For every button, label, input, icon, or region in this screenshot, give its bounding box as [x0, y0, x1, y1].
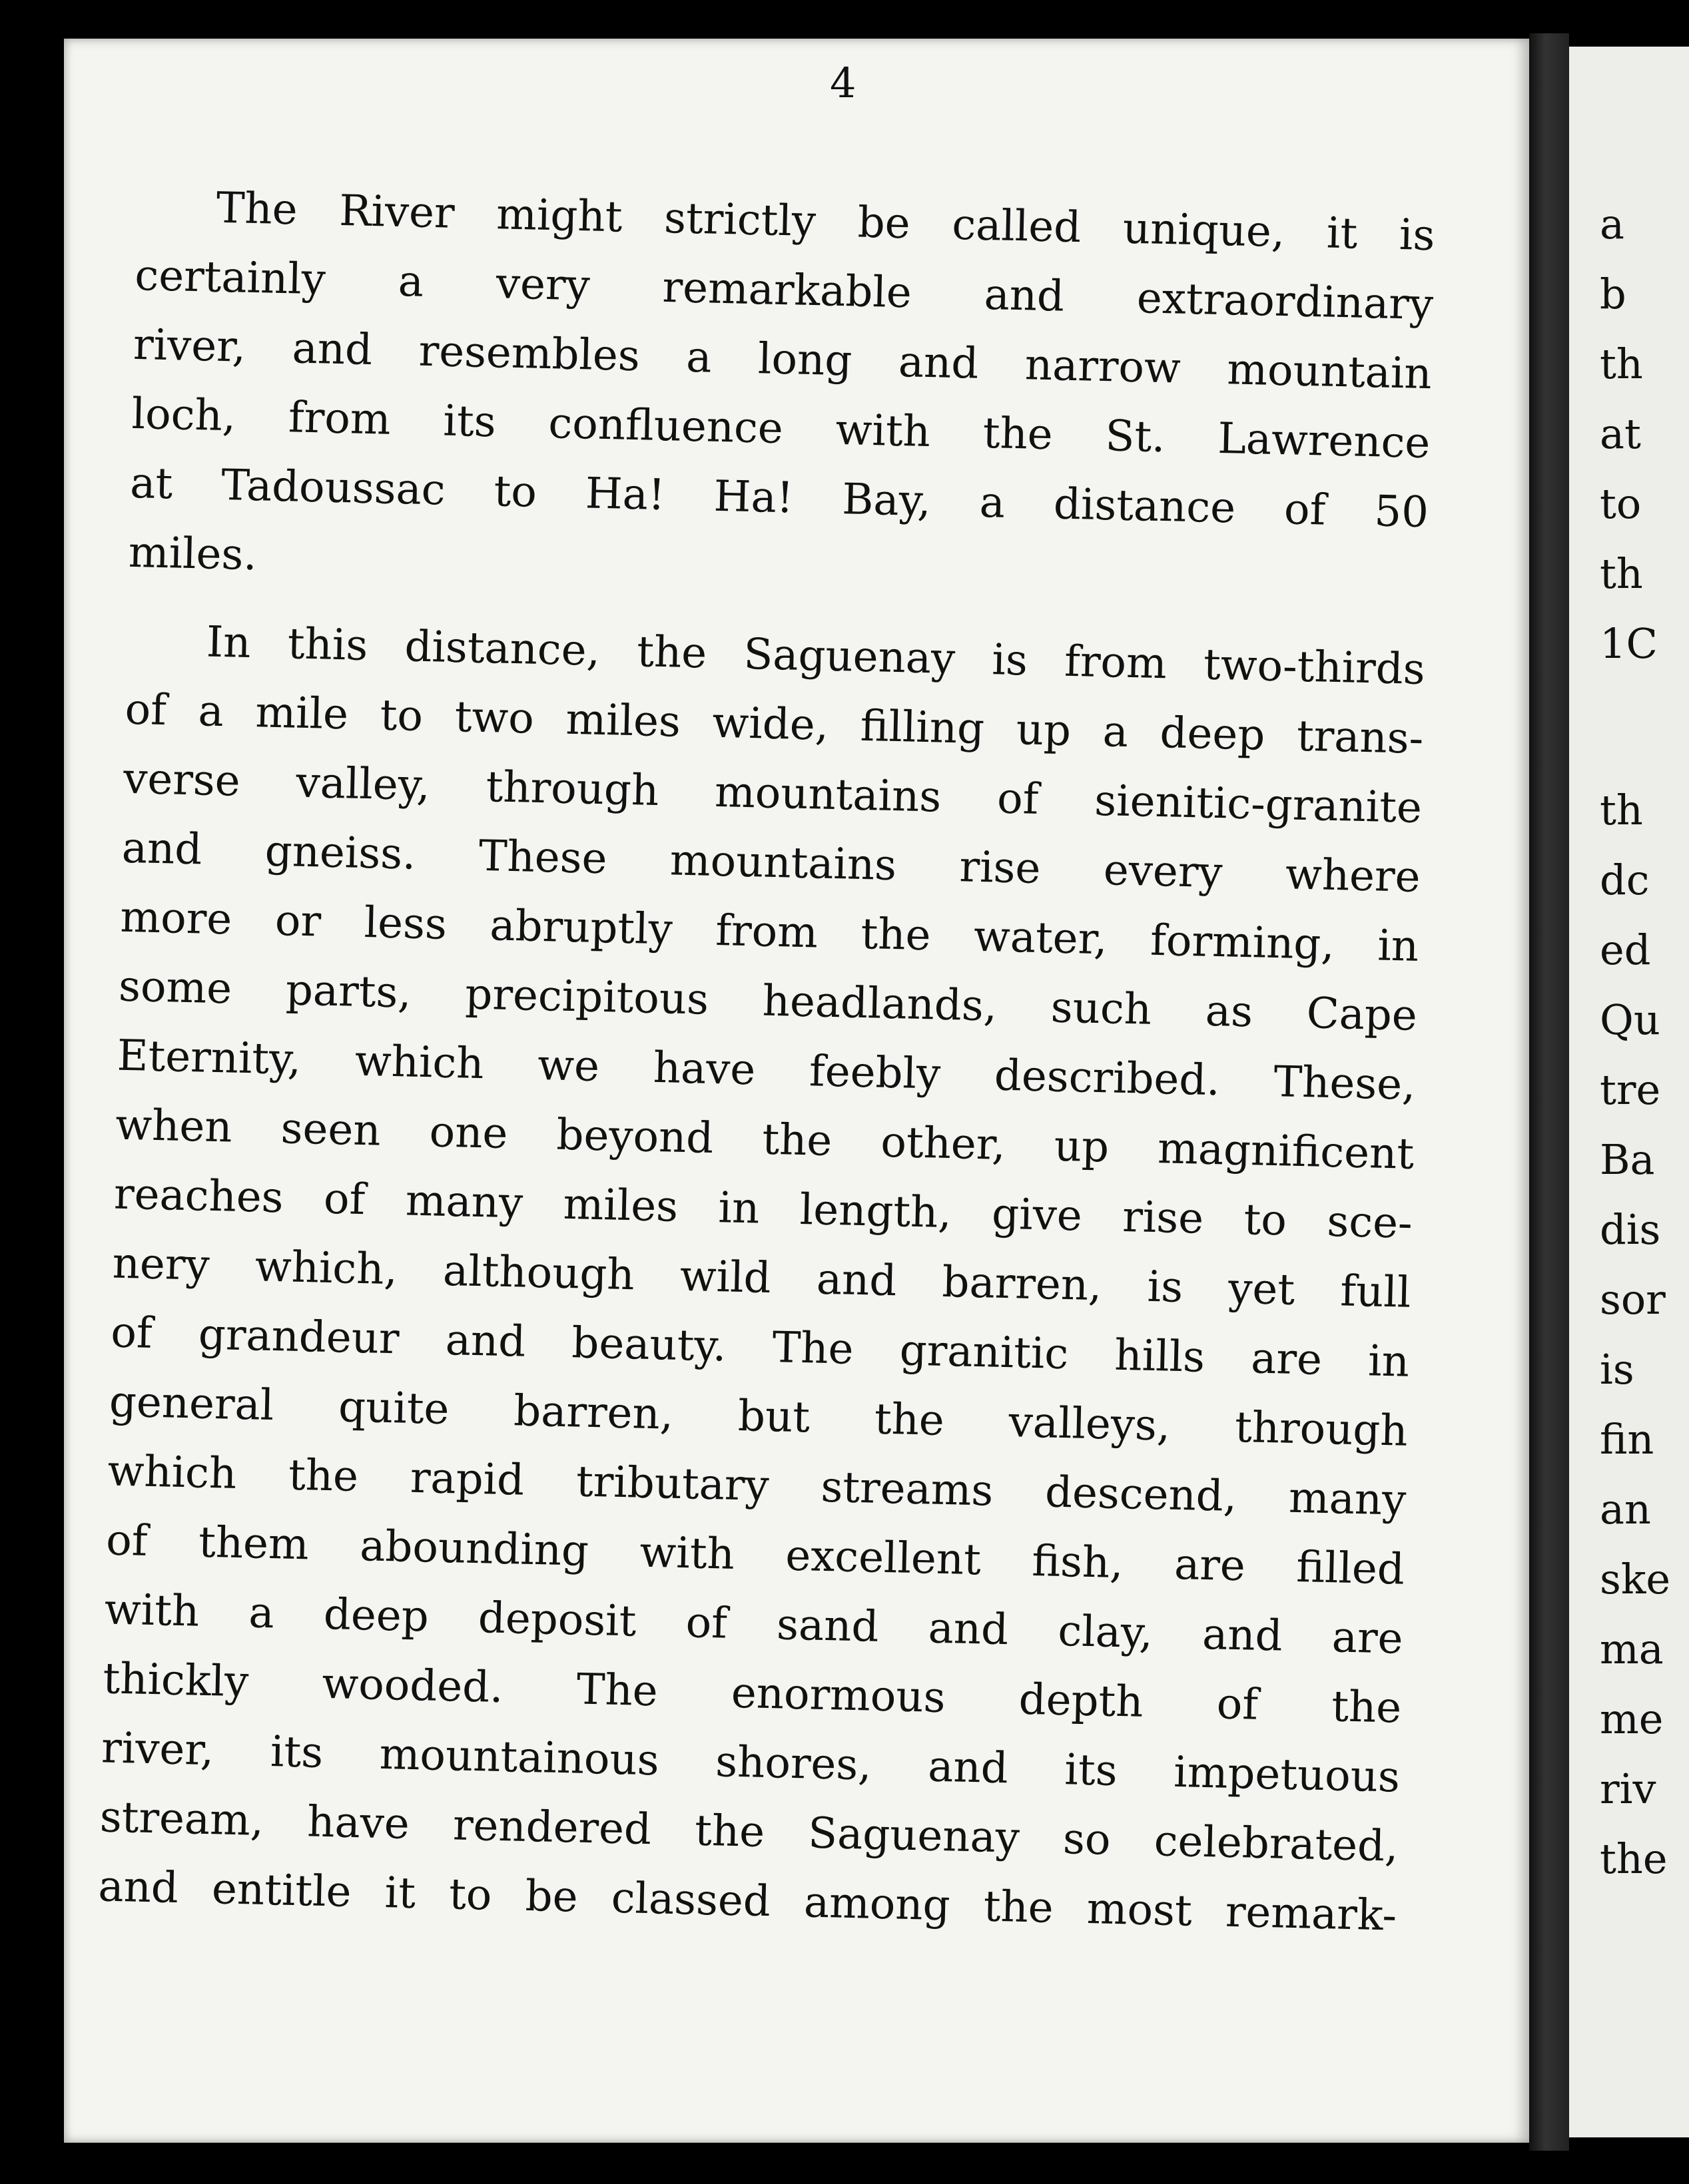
- text-line: general quite barren, but the valleys, through: [109, 1377, 1409, 1456]
- book-gutter: [1529, 33, 1569, 2151]
- text-line: Eternity, which we have feebly described. These,: [117, 1031, 1417, 1110]
- facing-page-fragment: sor: [1600, 1275, 1666, 1324]
- text-line: miles.: [128, 527, 258, 581]
- facing-page-fragment: at: [1600, 410, 1641, 458]
- text-line: at Tadoussac to Ha! Ha! Bay, a distance of 50: [129, 458, 1429, 538]
- text-line: certainly a very remarkable and extraordinary: [134, 250, 1434, 330]
- facing-page-fragment: b: [1600, 270, 1626, 318]
- text-line: stream, have rendered the Saguenay so celebrated,: [99, 1792, 1399, 1872]
- facing-page-fragment: th: [1600, 549, 1643, 598]
- facing-page-fragment: Ba: [1600, 1135, 1655, 1184]
- text-line: more or less abruptly from the water, forming, in: [119, 892, 1419, 971]
- facing-page-fragment: tre: [1600, 1065, 1661, 1114]
- facing-page-fragment: ed: [1600, 926, 1651, 974]
- book-page: [64, 39, 1529, 2143]
- facing-page-fragment: dc: [1600, 856, 1650, 904]
- facing-page-edge: [1569, 47, 1689, 2137]
- paragraph-2: [97, 606, 1425, 1951]
- facing-page-fragment: 1C: [1600, 619, 1658, 668]
- facing-page-fragment: dis: [1600, 1205, 1661, 1254]
- page-number: 4: [830, 59, 856, 107]
- text-line: of them abounding with excellent fish, are filled: [105, 1515, 1405, 1595]
- text-line: of a mile to two miles wide, filling up a deep trans-: [124, 684, 1425, 764]
- text-line: verse valley, through mountains of sienitic-granite: [123, 754, 1423, 833]
- text-line: and entitle it to be classed among the most remark-: [97, 1862, 1397, 1941]
- facing-page-fragment: the: [1600, 1834, 1668, 1883]
- text-line: which the rapid tributary streams descend, many: [107, 1446, 1407, 1525]
- text-line: In this distance, the Saguenay is from two-thirds: [206, 617, 1426, 695]
- facing-page-fragment: to: [1600, 479, 1642, 528]
- facing-page-fragment: is: [1600, 1345, 1634, 1394]
- text-line: with a deep deposit of sand and clay, and are: [104, 1585, 1404, 1664]
- facing-page-fragment: Qu: [1600, 995, 1660, 1044]
- facing-page-fragment: ma: [1600, 1625, 1664, 1673]
- text-line: loch, from its confluence with the St. Lawrence: [131, 389, 1431, 469]
- text-line: thickly wooded. The enormous depth of the: [102, 1654, 1402, 1733]
- facing-page-fragment: th: [1600, 340, 1643, 388]
- text-line: reaches of many miles in length, give rise to sce-: [113, 1169, 1413, 1248]
- text-line: The River might strictly be called unique, it is: [215, 183, 1436, 261]
- paragraph-1: [128, 172, 1436, 617]
- text-line: and gneiss. These mountains rise every where: [121, 823, 1421, 902]
- text-line: river, its mountainous shores, and its impetuous: [101, 1723, 1401, 1802]
- text-line: river, and resembles a long and narrow mountain: [133, 320, 1433, 400]
- facing-page-fragment: me: [1600, 1695, 1664, 1743]
- body-text: [97, 172, 1435, 1951]
- text-line: when seen one beyond the other, up magnificent: [115, 1100, 1415, 1179]
- facing-page-fragment: an: [1600, 1485, 1651, 1533]
- text-line: some parts, precipitous headlands, such as Cape: [118, 961, 1418, 1041]
- facing-page-fragment: ske: [1600, 1555, 1671, 1603]
- facing-page-fragment: a: [1600, 200, 1624, 248]
- text-line: nery which, although wild and barren, is yet full: [111, 1238, 1412, 1318]
- facing-page-fragment: riv: [1600, 1765, 1656, 1813]
- facing-page-fragment: th: [1600, 786, 1643, 834]
- text-line: of grandeur and beauty. The granitic hills are in: [110, 1308, 1410, 1387]
- facing-page-fragment: fin: [1600, 1415, 1654, 1464]
